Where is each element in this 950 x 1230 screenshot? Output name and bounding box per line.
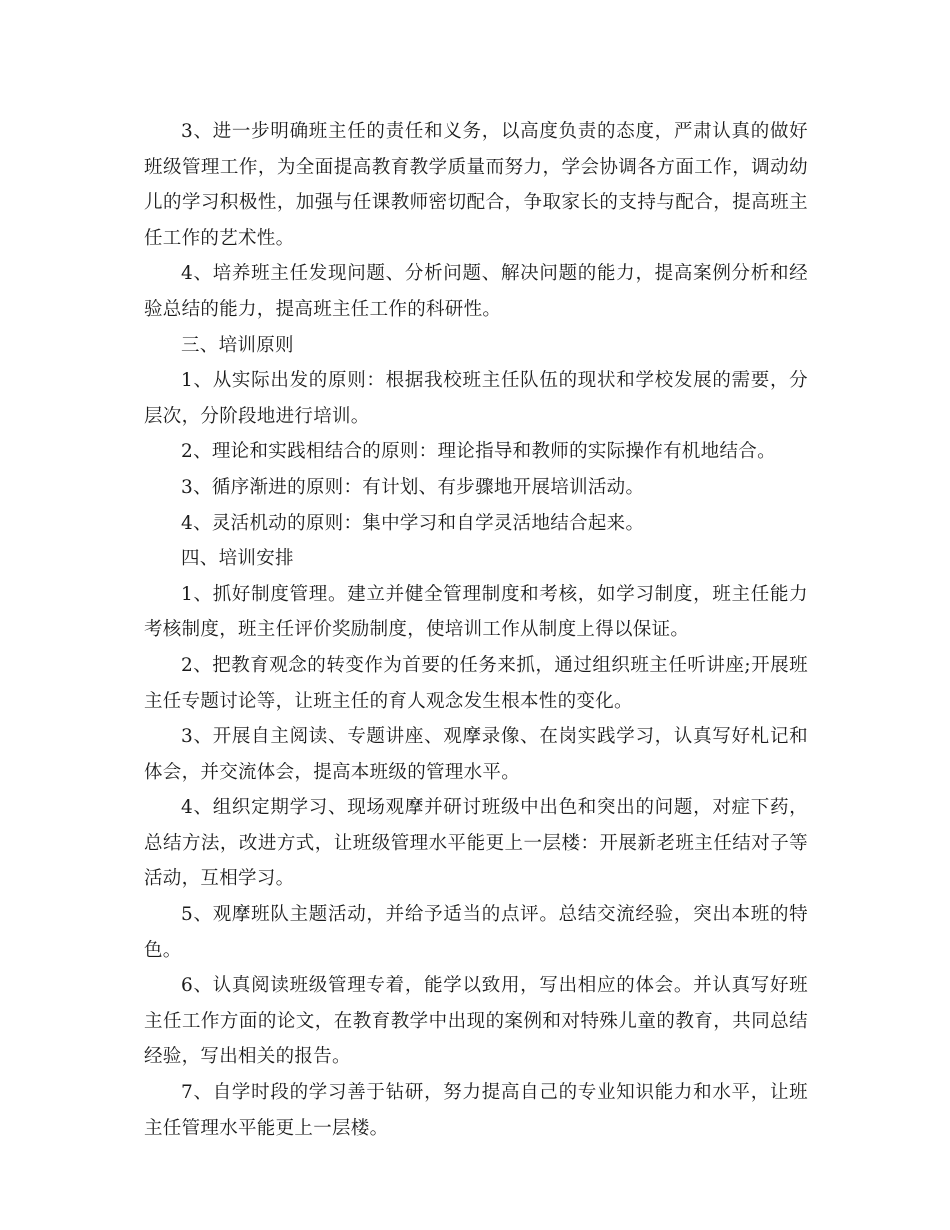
paragraph-arrangement-writing: 6、认真阅读班级管理专着，能学以致用，写出相应的体会。并认真写好班主任工作方面的论文，在教育教学中出现的案例和对特殊儿童的教育，共同总结经验，写出相关的报告。: [144, 975, 808, 1068]
document-body: [144, 114, 808, 1146]
paragraph-principle-theory-practice: 2、理论和实践相结合的原则：理论指导和教师的实际操作有机地结合。: [181, 441, 776, 463]
section-heading-training-principles: 三、培训原则: [181, 334, 294, 356]
paragraph-arrangement-observation: 5、观摩班队主题活动，并给予适当的点评。总结交流经验，突出本班的特色。: [144, 904, 808, 961]
paragraph-responsibility: 3、进一步明确班主任的责任和义务，以高度负责的态度，严肃认真的做好班级管理工作，为全面提高教育教学质量而努力，学会协调各方面工作，调动幼儿的学习积极性，加强与任课教师密切配合，争取家长的支持与配合，提高班主任工作的艺术性。: [144, 121, 808, 249]
paragraph-principle-flexible: 4、灵活机动的原则：集中学习和自学灵活地结合起来。: [181, 512, 645, 534]
section-heading-training-arrangements: 四、培训安排: [181, 548, 294, 570]
paragraph-problem-solving: 4、培养班主任发现问题、分析问题、解决问题的能力，提高案例分析和经验总结的能力，提高班主任工作的科研性。: [144, 263, 808, 320]
paragraph-arrangement-system: 1、抓好制度管理。建立并健全管理制度和考核，如学习制度，班主任能力考核制度，班主任评价奖励制度，使培训工作从制度上得以保证。: [144, 583, 808, 641]
paragraph-principle-gradual: 3、循序渐进的原则：有计划、有步骤地开展培训活动。: [181, 476, 645, 498]
paragraph-principle-practical: 1、从实际出发的原则：根据我校班主任队伍的现状和学校发展的需要，分层次，分阶段地进行培训。: [144, 370, 808, 427]
paragraph-arrangement-concepts: 2、把教育观念的转变作为首要的任务来抓，通过组织班主任听讲座;开展班主任专题讨论等，让班主任的育人观念发生根本性的变化。: [144, 654, 808, 712]
paragraph-arrangement-reading: 3、开展自主阅读、专题讲座、观摩录像、在岗实践学习，认真写好札记和体会，并交流体会，提高本班级的管理水平。: [144, 726, 808, 783]
paragraph-arrangement-self-study: 7、自学时段的学习善于钻研，努力提高自己的专业知识能力和水平，让班主任管理水平能更上一层楼。: [144, 1082, 808, 1139]
paragraph-arrangement-study: 4、组织定期学习、现场观摩并研讨班级中出色和突出的问题，对症下药，总结方法，改进方式，让班级管理水平能更上一层楼：开展新老班主任结对子等活动，互相学习。: [144, 797, 808, 890]
